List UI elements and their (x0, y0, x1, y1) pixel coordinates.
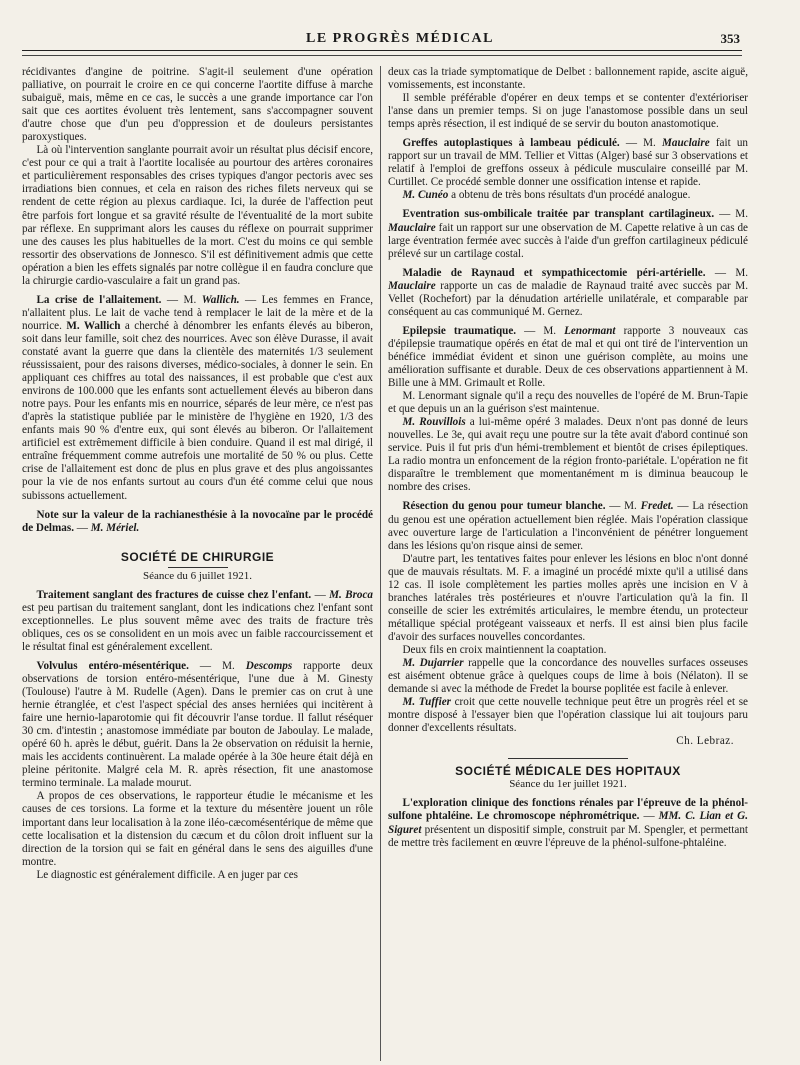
article-title: Epilepsie traumatique. (402, 324, 517, 337)
page-number: 353 (720, 31, 740, 46)
section-divider (508, 758, 628, 759)
article-volvulus: Volvulus entéro-mésentérique. — M. Descomps rapporte deux observations de torsion entéro-mésentérique, l'une due à M. Ginesty (Toulouse) l'autre à M. Rudelle (Agen). Dans le premier cas on crut à une hernie étranglée, et c'est l'aspect spécial des anses herniées qui incitèrent à faire une hernio-laparotomie qui fit découvrir l'anse tordue. Il fallut réséquer 30 cm. d'intestin ; anastomose immédiate par bouton de Jaboulay. Le malade, opéré 60 h. après le début, guérit. Dans la 2e observation on réduisit la hernie, mais les accidents continuèrent. La malade opérée à la 30e heure était déjà en pleine péritonite. Malgré cela M. R. après résection, fit une anastomose termino terminale. La malade mourut. (22, 659, 373, 790)
author-name: M. Rouvillois (402, 416, 466, 429)
section-title: SOCIÉTÉ DE CHIRURGIE (120, 549, 275, 564)
author-name: M. Cunéo (402, 189, 449, 202)
paragraph: Deux fils en croix maintiennent la coaptation. (402, 643, 607, 656)
paragraph: D'autre part, les tentatives faites pour enlever les lésions en bloc n'ont donné que de mauvais résultats. M. F. a imaginé un procédé mixte qu'il a utilisé dans 12 cas. Il isole complètement les parties molles après une incision en V à branches latérales très postérieures et n'ouvre l'articulation qu'à la fin. Il conseille de scier les extrémités articulaires, le membre étendu, un protecteur métallique spécial protégeant vaisseaux et nerfs. Il est ainsi bien plus facile d'avoir des surfaces nouvelles concordantes. (388, 552, 748, 643)
article-title: Résection du genou pour tumeur blanche. (402, 500, 606, 513)
article-title: Eventration sus-ombilicale traitée par transplant cartilagineux. (402, 208, 715, 221)
paragraph: Le diagnostic est généralement difficile. A en juger par ces (36, 868, 298, 881)
header-rule (22, 50, 742, 51)
session-date: Séance du 6 juillet 1921. (142, 569, 253, 582)
column-divider (380, 66, 381, 1061)
article-title: Maladie de Raynaud et sympathicectomie péri-artérielle. (402, 266, 706, 279)
author-name: Mauclaire (388, 279, 436, 292)
article-fractures-cuisse: Traitement sanglant des fractures de cuisse chez l'enfant. — M. Broca est peu partisan du traitement sanglant, dont les indications chez l'enfant sont exceptionnelles. Le plus souvent même avec des traits de fracture très obliques, ces os se consolident en un mois avec un faible raccourcissement et le résultat final est généralement excellent. (22, 588, 374, 653)
paragraph: Là où l'intervention sanglante pourrait avoir un résultat plus décisif encore, c'est pour ce qui a trait à l'aortite localisée au pourtour des artères coronaires et particulièrement responsables des crises typiques d'angor pectoris avec ses irradiations bien connues, et cela en raison des riches filets nerveux qui se rendent de cette région au plexus cardiaque. Ici, la durée de l'affection peut être parfois fort longue et sa gravité résulte de l'éventualité de la mort subite par réflexe. En supprimant alors les causes du réflexe on pourrait supprimer une des causes les plus habituelles de la mort. C'est du moins ce qui semble ressortir des observations de Jonnesco. S'il est définitivement admis que cette opération a bien les effets signalés par notre collègue il en faudra conclure que la chirurgie cardio-vasculaire a fait un grand pas. (22, 144, 373, 287)
header-rule-thin (22, 55, 742, 56)
author-name: M. Broca (329, 588, 374, 601)
article-title: Volvulus entéro-mésentérique. (36, 659, 189, 672)
section-rule (168, 567, 228, 568)
article-title: L'exploration clinique des fonctions rénales par l'épreuve de la phénol-sulfone phtaléine. Le chromoscope néphrométrique. (388, 797, 748, 823)
paragraph-dujarrier: M. Dujarrier rappelle que la concordance des nouvelles surfaces osseuses est aisément obtenue grâce à quelques coups de lime à bois (Nélaton). Il se demande si avec la méthode de Fredet la bourse poplitée est facile à enlever. (388, 657, 748, 696)
signature: Ch. Lebraz. (676, 735, 734, 748)
article-greffes: Greffes autoplastiques à lambeau pédiculé. — M. Mauclaire fait un rapport sur un travail de MM. Tellier et Vittas (Alger) basé sur 3 observations et relatif à l'emploi de greffons osseux à pédicule musculaire conseillé par M. Curtillet. Ce procédé semble donner une ossification intense et rapide. (388, 137, 748, 189)
author-name: Mauclaire (662, 137, 710, 150)
paragraph-tuffier: M. Tuffier croit que cette nouvelle technique peut être un progrès réel et se montre disposé à l'essayer bien que l'opération classique lui ait toujours paru donner d'excellents résultats. (388, 696, 748, 735)
author-name: Wallich. (201, 293, 240, 306)
paragraph: récidivantes d'angine de poitrine. S'agit-il seulement d'une opération palliative, on pourrait le croire en ce qui concerne l'aortite diffuse à marche subaiguë, mais, même en ce cas, le succès a une grande importance car l'on sait que ces aortites évoluent très lentement, sans s'accompagner souvent d'autre chose que d'un peu d'oppression et de douleurs persistantes paroxystiques. (22, 66, 373, 144)
author-name: Lenormant (564, 324, 616, 337)
journal-title: LE PROGRÈS MÉDICAL (305, 31, 495, 46)
article-title: Greffes autoplastiques à lambeau pédiculé. (402, 137, 620, 150)
article-title: La crise de l'allaitement. (36, 293, 162, 306)
paragraph: Il semble préférable d'opérer en deux temps et se contenter d'extérioriser l'anse dans un premier temps. Si on juge l'anastomose possible dans un seul temps après résection, il est indiqué de se servir du bouton anastomotique. (388, 92, 748, 131)
author-name: M. Wallich (66, 319, 121, 332)
author-name: M. Mériel. (90, 521, 140, 534)
section-heading-hopitaux (388, 765, 748, 791)
article-note-rachianesthesie: Note sur la valeur de la rachianesthésie à la novocaïne par le procédé de Delmas. — M. Mériel. (22, 508, 373, 534)
author-name: Fredet. (640, 500, 674, 513)
right-column (388, 66, 748, 850)
author-name: Mauclaire (388, 221, 436, 234)
paragraph: M. Lenormant signale qu'il a reçu des nouvelles de l'opéré de M. Brun-Tapie et que depuis un an la guérison s'est maintenue. (388, 390, 748, 416)
section-heading-chirurgie (22, 551, 373, 583)
article-title: Traitement sanglant des fractures de cuisse chez l'enfant. (36, 588, 312, 601)
article-title: Note sur la valeur de la rachianesthésie à la novocaïne par le procédé de Delmas. (22, 508, 373, 534)
session-date: Séance du 1er juillet 1921. (509, 778, 627, 791)
author-name: M. Dujarrier (402, 657, 464, 670)
section-title: SOCIÉTÉ MÉDICALE DES HOPITAUX (455, 764, 681, 779)
article-raynaud: Maladie de Raynaud et sympathicectomie péri-artérielle. — M. Mauclaire rapporte un cas de maladie de Raynaud traité avec succès par M. Vellet (Rochefort) par la dénudation artérielle unilatérale, et comparable par conséquent au cas communiqué M. Gernez. (388, 266, 749, 318)
article-eventration: Eventration sus-ombilicale traitée par transplant cartilagineux. — M. Mauclaire fait un rapport sur une observation de M. Capette relative à un cas de large éventration fermée avec succès à l'aide d'un greffon cartilagineux pédiculé prélevé sur un cartilage costal. (388, 208, 748, 260)
author-name: M. Tuffier (402, 696, 451, 709)
article-epilepsie: Epilepsie traumatique. — M. Lenormant rapporte 3 nouveaux cas d'épilepsie traumatique opérés en état de mal et qui ont tiré de l'intervention un bénéfice immédiat évident et sinon une guérison complète, au moins une amélioration suffisante et durable. Deux de ces observations appartiennent à M. Bille une à MM. Grimault et Rolle. (388, 324, 749, 390)
paragraph-rouvillois: M. Rouvillois a lui-même opéré 3 malades. Deux n'ont pas donné de leurs nouvelles. Le 3e, qui avait reçu une poutre sur la tête avait d'abord continué son service. Puis il fut pris d'un hémi-tremblement et bientôt de crises épileptiques. La radio montra un enfoncement de la région fronto-pariétale. L'opération ne fit disparaître le tremblement que momentanément m is diminua beaucoup le nombre des crises. (388, 416, 748, 494)
page-header (0, 0, 800, 60)
paragraph: deux cas la triade symptomatique de Delbet : ballonnement rapide, ascite aiguë, vomissements, est inconstante. (388, 66, 748, 92)
article-exploration-renale: L'exploration clinique des fonctions rénales par l'épreuve de la phénol-sulfone phtaléine. Le chromoscope néphrométrique. — MM. C. Lian et G. Siguret présentent un dispositif simple, construit par M. Spengler, et permettant de mettre très facilement en œuvre l'épreuve de la phénol-sulfone-phtaléine. (388, 797, 748, 849)
left-column (22, 66, 373, 882)
article-resection-genou: Résection du genou pour tumeur blanche. — M. Fredet. — La résection du genou est une opération actuellement bien réglée. Mais l'opération classique avec ouverture large de l'articulation a l'inconvénient de pénétrer longuement dans les lésions qu'on risque ainsi de semer. (388, 500, 749, 552)
paragraph: A propos de ces observations, le rapporteur étudie le mécanisme et les causes de ces torsions. La forme et la texture du mésentère jouent un rôle important dans leur localisation à la zone iléo-cæcomésentérique de même que cette localisation et la distension du cæcum et du côlon droit influent sur la direction de la torsion qui se fait en général dans le sens des aiguilles d'une montre. (22, 790, 373, 868)
author-name: MM. C. Lian et G. Siguret (388, 810, 748, 836)
paragraph-cuneo: M. Cunéo a obtenu de très bons résultats d'un procédé analogue. (402, 189, 691, 202)
author-name: Descomps (245, 659, 293, 672)
article-crise-allaitement: La crise de l'allaitement. — M. Wallich. — Les femmes en France, n'allaitent plus. Le lait de vache tend à remplacer le lait de la mère et de la nourrice. M. Wallich a cherché à dénombrer les enfants élevés au biberon, soit dans leur famille, soit chez des nourrices. Avec son élève Durasse, il avait constaté avant la guerre que dans la clientèle des maternités 1/3 seulement réussissaient, pour des raisons diverses, médico-sociales, à donner le sein. En appliquant ces chiffres au total des naissances, il est probable que c'est aux environs de 100.000 que les enfants sont actuellement élevés au biberon dans notre pays. Pour les enfants mis en nourrice, séparés de leur mère, ce n'est pas d'après la statistique publiée par le ministère de l'hygiène en 1920, 1/3 des enfants mais 90 % d'entre eux, qui sont élevés au biberon. Or l'allaitement artificiel est extrêmement difficile à bien conduire. Quand il est mal dirigé, il entraîne fréquemment comme autrefois une mortalité de 50 % ou plus. Cette crise de l'allaitement est donc de plus en plus grave et des plus angoissantes pour la vie de nos enfants surtout au cours d'un été comme celui que nous subissons actuellement. (22, 293, 374, 502)
